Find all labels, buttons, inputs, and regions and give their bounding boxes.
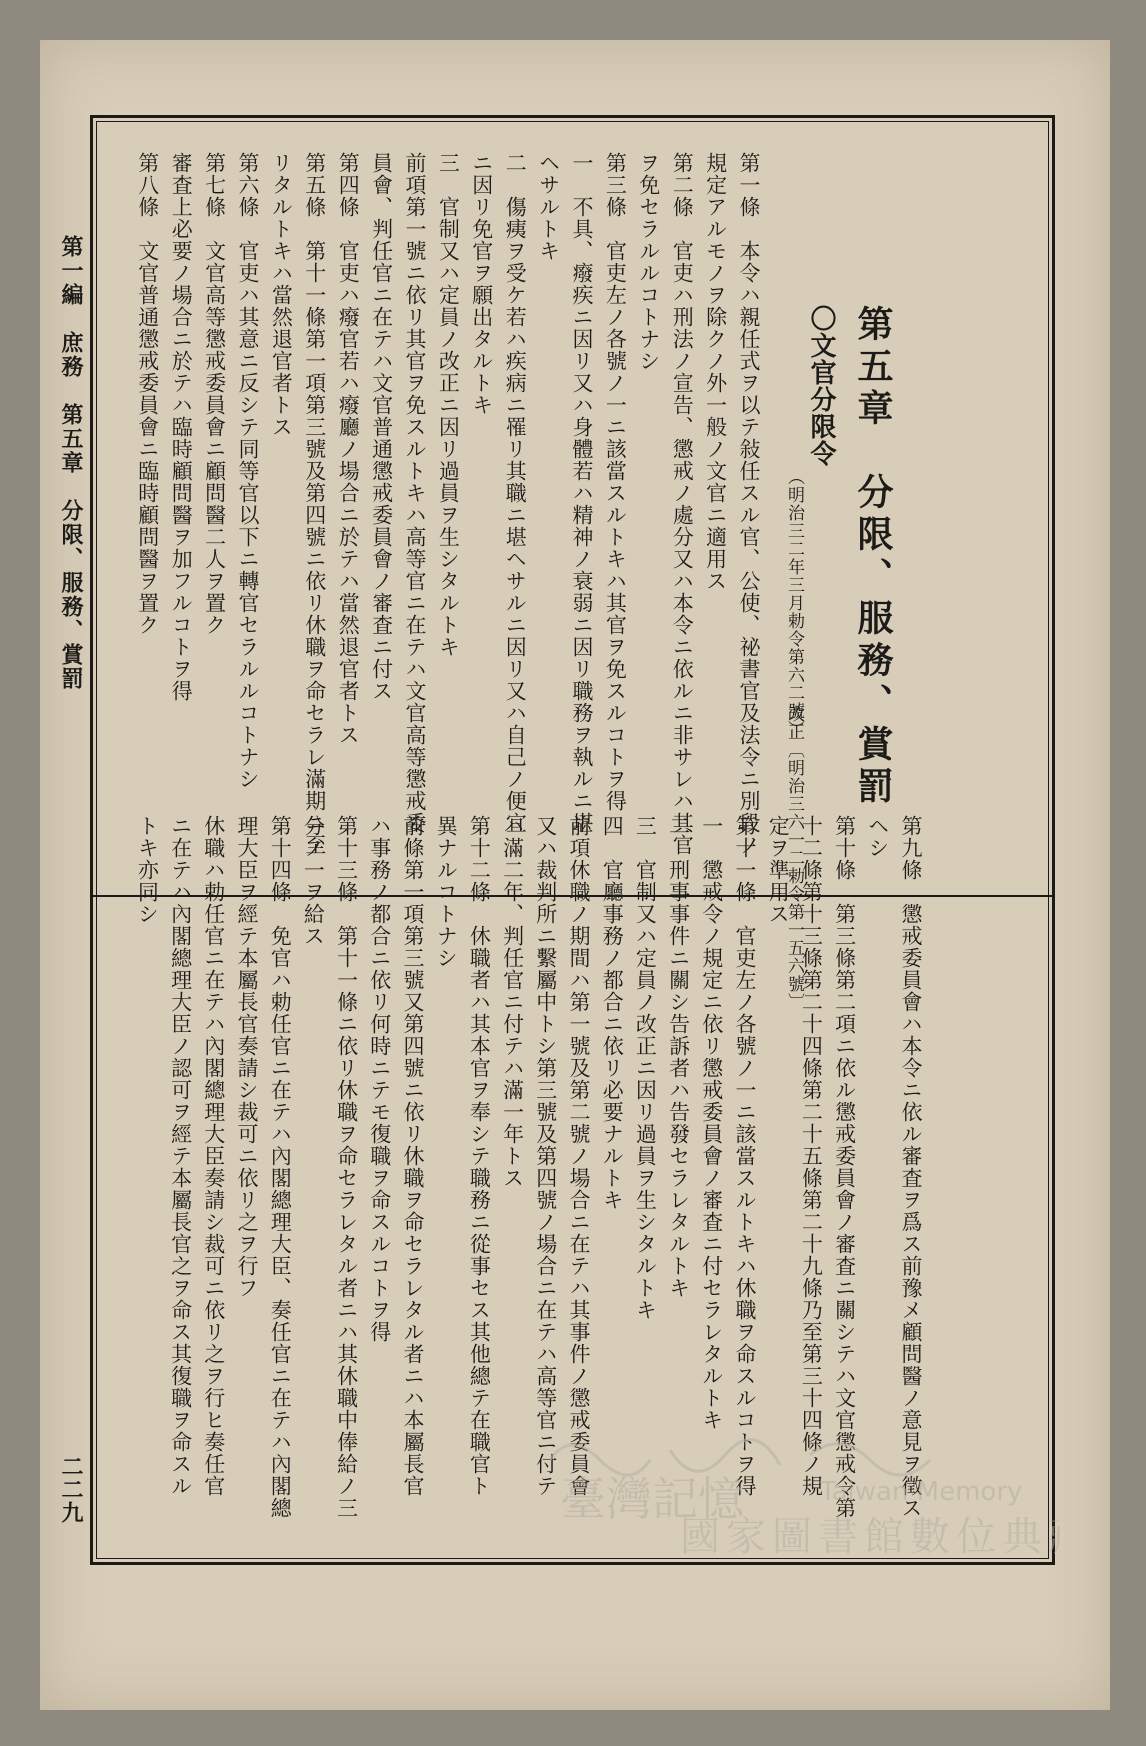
upper-columns-line: 第五條 第十一條第一項第三號及第四號ニ依リ休職ヲ命セラレ滿期ニ至 xyxy=(302,152,327,856)
upper-columns-line: 第二條 官吏ハ刑法ノ宣告、懲戒ノ處分又ハ本令ニ依ルニ非サレハ其官 xyxy=(670,152,695,856)
lower-columns-line: 第十條 第三條第二項ニ依ル懲戒委員會ノ審査ニ關シテハ文官懲戒令第 xyxy=(832,815,857,1519)
lower-columns-line: 十二條第十三條第二十四條第二十五條第二十九條乃至第三十四條ノ規 xyxy=(799,815,824,1497)
lower-columns-line: 理大臣ヲ經テ本屬長官奏請シ裁可ニ依リ之ヲ行フ xyxy=(235,815,259,1299)
ordinance-amendment: 改正〔明治三六一二勅令第一五六號〕 xyxy=(784,705,804,1011)
lower-columns-line: ハ事務ノ都合ニ依リ何時ニテモ復職ヲ命スルコトヲ得 xyxy=(367,815,392,1343)
lower-columns-line: トキ亦同シ xyxy=(135,815,160,925)
upper-columns-line: 二 傷痍ヲ受ケ若ハ疾病ニ罹リ其職ニ堪ヘサルニ因リ又ハ自己ノ便宜 xyxy=(503,152,528,834)
page-number: 二二九 xyxy=(58,1455,84,1524)
upper-columns-line: ヲ免セラルルコトナシ xyxy=(636,152,661,372)
lower-columns-line: 前項休職ノ期間ハ第一號及第二號ノ場合ニ在テハ其事件ノ懲戒委員會 xyxy=(567,815,591,1497)
ordinance-title: 〇文官分限令 xyxy=(806,305,836,467)
upper-columns-line: リタルトキハ當然退官者トス xyxy=(269,152,294,438)
upper-columns-line: 第六條 官吏ハ其意ニ反シテ同等官以下ニ轉官セラルルコトナシ xyxy=(236,152,260,790)
running-footer: 第一編 庶務 第五章 分限、服務、賞罰 xyxy=(58,235,84,691)
svg-text:Taiwan Memory: Taiwan Memory xyxy=(820,1477,1023,1507)
upper-columns-line: 第一條 本令ハ親任式ヲ以テ敍任スル官、公使、祕書官及法令ニ別段ノ xyxy=(737,152,761,856)
lower-columns-line: 第十二條 休職者ハ其本官ヲ奉シテ職務ニ從事セス其他總テ在職官ト xyxy=(467,815,492,1497)
upper-columns-line: 規定アルモノヲ除クノ外一般ノ文官ニ適用ス xyxy=(703,152,728,592)
lower-columns-line: 休職ハ勅任官ニ在テハ內閣總理大臣奏請シ裁可ニ依リ之ヲ行ヒ奏任官 xyxy=(201,815,226,1497)
lower-columns-line: 第十一條 官吏左ノ各號ノ一ニ該當スルトキハ休職ヲ命スルコトヲ得 xyxy=(733,815,757,1497)
svg-text:國家圖書館數位典藏: 國家圖書館數位典藏 xyxy=(680,1514,1060,1560)
lower-columns-line: ヘシ xyxy=(865,815,890,859)
upper-columns-line: 三 官制又ハ定員ノ改正ニ因リ過員ヲ生シタルトキ xyxy=(436,152,461,658)
lower-columns-line: 第十三條 第十一條ニ依リ休職ヲ命セラレタル者ニハ其休職中俸給ノ三 xyxy=(334,815,359,1519)
upper-columns-line: 第四條 官吏ハ癈官若ハ癈廳ノ場合ニ於テハ當然退官者トス xyxy=(336,152,361,746)
upper-columns-line: 審査上必要ノ場合ニ於テハ臨時顧問醫ヲ加フルコトヲ得 xyxy=(169,152,194,702)
lower-columns-line: ハ滿二年、判任官ニ付テハ滿一年トス xyxy=(500,815,525,1189)
lower-columns-line: 定ヲ準用ス xyxy=(766,815,791,925)
lower-columns-line: 第九條 懲戒委員會ハ本令ニ依ル審査ヲ爲ス前豫メ顧問醫ノ意見ヲ徵ス xyxy=(899,815,923,1519)
lower-columns-line: 異ナルコトナシ xyxy=(434,815,459,969)
upper-columns-line: 第八條 文官普通懲戒委員會ニ臨時顧問醫ヲ置ク xyxy=(135,152,160,636)
upper-columns-line: 第三條 官吏左ノ各號ノ一ニ該當スルトキハ其官ヲ免スルコトヲ得 xyxy=(603,152,628,812)
lower-columns-line: ニ在テハ內閣總理大臣ノ認可ヲ經テ本屬長官之ヲ命ス其復職ヲ命スル xyxy=(168,815,193,1497)
upper-columns-line: 一 不具、癈疾ニ因リ又ハ身體若ハ精神ノ衰弱ニ因リ職務ヲ執ルニ堪 xyxy=(570,152,594,834)
lower-columns-line: 第十四條 免官ハ勅任官ニ在テハ內閣總理大臣、奏任官ニ在テハ內閣總 xyxy=(268,815,293,1519)
svg-text:臺灣記憶: 臺灣記憶 xyxy=(560,1472,744,1526)
lower-columns-line: 又ハ裁判所ニ繫屬中トシ第三號及第四號ノ場合ニ在テハ高等官ニ付テ xyxy=(533,815,558,1497)
upper-columns-line: ニ因リ免官ヲ願出タルトキ xyxy=(469,152,494,416)
lower-columns-line: 一 懲戒令ノ規定ニ依リ懲戒委員會ノ審査ニ付セラレタルトキ xyxy=(699,815,724,1431)
lower-columns-line: 二 刑事事件ニ關シ告訴者ハ告發セラレタルトキ xyxy=(666,815,691,1299)
chapter-title: 第五章 分限、服務、賞罰 xyxy=(852,305,894,809)
lower-columns-line: 四 官廳事務ノ都合ニ依リ必要ナルトキ xyxy=(600,815,625,1211)
lower-columns-line: 分ノ一ヲ給ス xyxy=(301,815,326,947)
upper-columns-line: 第七條 文官高等懲戒委員會ニ顧問醫二人ヲ置ク xyxy=(202,152,227,636)
upper-columns-line: ヘサルトキ xyxy=(536,152,561,262)
ordinance-date: （明治三二年三月勅令第六二號） xyxy=(784,468,804,738)
upper-columns-line: 前項第一號ニ依リ其官ヲ免スルトキハ高等官ニ在テハ文官高等懲戒委 xyxy=(403,152,427,834)
lower-columns-line: 前條第一項第三號又第四號ニ依リ休職ヲ命セラレタル者ニハ本屬長官 xyxy=(401,815,425,1497)
lower-columns-line: 三 官制又ハ定員ノ改正ニ因リ過員ヲ生シタルトキ xyxy=(633,815,658,1321)
upper-columns-line: 員會、判任官ニ在テハ文官普通懲戒委員會ノ審査ニ付ス xyxy=(369,152,394,702)
